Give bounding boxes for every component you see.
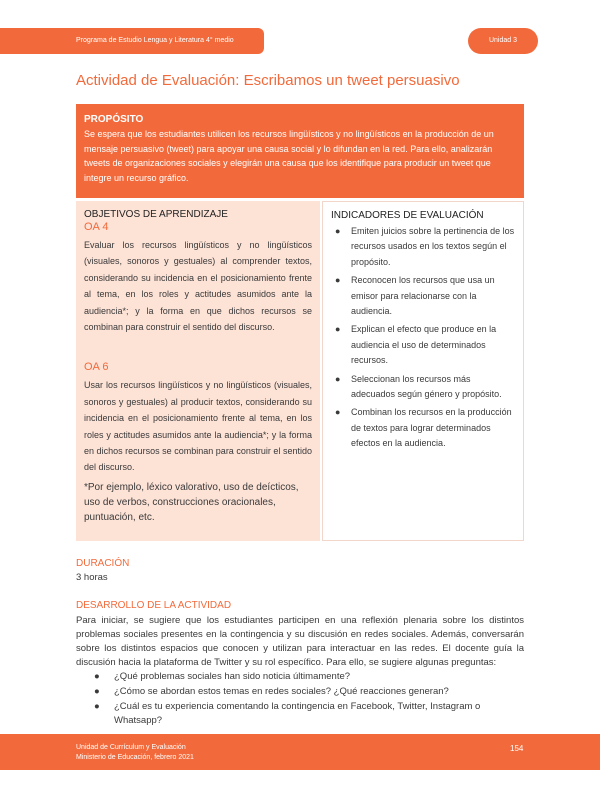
development-text: Para iniciar, se sugiere que los estudiantes participen en una reflexión plenaria sobre los distintos problemas sociales presentes en la contingencia y su discusión en redes sociales. Además, conversarán sobre los distintos espacios que conocen y utilizan para interactuar en las redes. El docente guía la discusión hacia la plataforma de Twitter y su rol específico. Para ello, se sugiere algunas preguntas:: [76, 615, 524, 668]
indicators-column: [322, 201, 524, 541]
unit-label: Unidad 3: [488, 37, 518, 44]
list-item: [90, 670, 510, 684]
duration-heading: DURACIÓN: [76, 558, 130, 569]
duration-value: 3 horas: [76, 572, 108, 583]
question-text: ¿Qué problemas sociales han sido noticia últimamente?: [114, 671, 351, 682]
question-text: ¿Cuál es tu experiencia comentando la contingencia en Facebook, Twitter, Instagram o Whatsapp?: [114, 701, 481, 726]
list-item: [90, 685, 510, 699]
indicator-text: Explican el efecto que produce en la audiencia el uso de determinados recursos.: [351, 324, 497, 366]
purpose-heading: PROPÓSITO: [84, 114, 144, 125]
page-title: Actividad de Evaluación: Escribamos un tweet persuasivo: [76, 72, 460, 89]
bullet-icon: ●: [335, 407, 341, 418]
objectives-heading: OBJETIVOS DE APRENDIZAJE: [84, 209, 228, 220]
indicators-list: [331, 224, 515, 452]
questions-list: [90, 670, 510, 729]
program-banner: [64, 28, 264, 54]
indicator-text: Seleccionan los recursos más adecuados según género y propósito.: [351, 373, 502, 400]
page-number: 154: [510, 744, 524, 753]
indicator-text: Emiten juicios sobre la pertinencia de los recursos usados en los textos según el propósito.: [351, 226, 515, 267]
footer-unit: Unidad de Currículum y Evaluación: [76, 744, 186, 751]
indicator-text: Reconocen los recursos que usa un emisor para relacionarse con la audiencia.: [351, 275, 495, 317]
bullet-icon: ●: [94, 671, 100, 682]
purpose-text: Se espera que los estudiantes utilicen los recursos lingüísticos y no lingüísticos en la producción de un mensaje persuasivo (tweet) para apoyar una causa social y lo difundan en la red. Para ello, analizarán tweets de organizaciones sociales y elegirán una causa que los identifique para producir un tweet que integre un recurso gráfico.: [84, 129, 494, 183]
page-footer: [0, 734, 600, 770]
bullet-icon: ●: [335, 373, 341, 384]
list-item: [90, 700, 510, 728]
list-item: [331, 372, 515, 403]
list-item: [331, 322, 515, 368]
question-text: ¿Cómo se abordan estos temas en redes sociales? ¿Qué reacciones generan?: [114, 686, 449, 697]
bullet-icon: ●: [335, 226, 341, 236]
objectives-column: [76, 201, 320, 541]
bullet-icon: ●: [94, 686, 100, 697]
bullet-icon: ●: [335, 275, 341, 286]
list-item: [331, 224, 515, 270]
list-item: [331, 405, 515, 451]
indicator-text: Combinan los recursos en la producción de textos para lograr determinados efectos en la audiencia.: [351, 407, 512, 449]
development-heading: DESARROLLO DE LA ACTIVIDAD: [76, 600, 232, 611]
bullet-icon: ●: [94, 701, 100, 712]
program-name: Programa de Estudio Lengua y Literatura 4° medio: [76, 37, 234, 44]
oa6-title: OA 6: [84, 361, 109, 374]
footer-ministry: Ministerio de Educación, febrero 2021: [76, 754, 194, 761]
bullet-icon: ●: [335, 324, 341, 335]
indicators-heading: INDICADORES DE EVALUACIÓN: [331, 210, 484, 221]
oa4-text: Evaluar los recursos lingüísticos y no lingüísticos (visuales, sonoros y gestuales) al comprender textos, considerando su incidencia en el posicionamiento frente al tema, en los roles y actitudes asumidos ante la audiencia*; y la forma en que dichos recursos se combinan para construir el sentido del discurso.: [84, 240, 312, 333]
purpose-box: [76, 104, 524, 198]
oa4-title: OA 4: [84, 221, 109, 233]
oa6-text: Usar los recursos lingüísticos y no lingüísticos (visuales, sonoros y gestuales) al producir textos, considerando su incidencia en el posicionamiento frente al tema, en los roles y actitudes asumidos ante la audiencia*; y la forma en dichos recursos se combinan para construir el sentido del discurso.: [84, 380, 312, 473]
objectives-note: *Por ejemplo, léxico valorativo, uso de deícticos, uso de verbos, construcciones oracionales, puntuación, etc.: [84, 481, 299, 523]
list-item: [331, 273, 515, 319]
unit-badge: [468, 28, 538, 54]
